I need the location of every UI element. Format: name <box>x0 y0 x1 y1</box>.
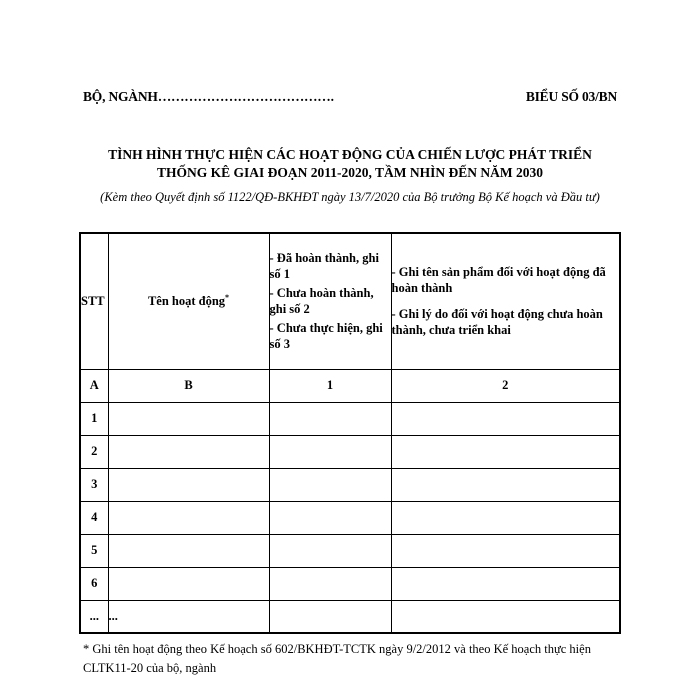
index-cell: 1 <box>269 369 391 402</box>
title-line-1: TÌNH HÌNH THỰC HIỆN CÁC HOẠT ĐỘNG CỦA CHIẾN LƯỢC PHÁT TRIỂN <box>108 147 592 162</box>
row-activity-cell[interactable] <box>108 501 269 534</box>
header-activity-name <box>108 233 269 369</box>
header-status <box>269 233 391 369</box>
row-notes-cell[interactable] <box>391 501 620 534</box>
row-activity-cell[interactable] <box>108 567 269 600</box>
header-notes <box>391 233 620 369</box>
row-notes-cell[interactable] <box>391 468 620 501</box>
row-status-cell[interactable] <box>269 402 391 435</box>
row-number: ... <box>80 600 108 633</box>
row-activity-cell[interactable]: ... <box>108 600 269 633</box>
table-row-ellipsis <box>80 600 620 633</box>
row-notes-cell[interactable] <box>391 567 620 600</box>
index-cell: A <box>80 369 108 402</box>
row-status-cell[interactable] <box>269 435 391 468</box>
row-notes-cell[interactable] <box>391 402 620 435</box>
row-number: 1 <box>80 402 108 435</box>
row-notes-cell[interactable] <box>391 435 620 468</box>
row-number: 5 <box>80 534 108 567</box>
index-cell: B <box>108 369 269 402</box>
title-line-2: THỐNG KÊ GIAI ĐOẠN 2011-2020, TẦM NHÌN ĐẾN NĂM 2030 <box>156 165 543 180</box>
status-item: - Chưa hoàn thành, ghi số 2 <box>269 286 374 317</box>
note-item: - Ghi lý do đối với hoạt động chưa hoàn thành, chưa triển khai <box>391 307 603 338</box>
report-table <box>79 232 621 634</box>
ministry-label: BỘ, NGÀNH…………………………………. <box>83 89 334 104</box>
table-row <box>80 402 620 435</box>
row-activity-cell[interactable] <box>108 435 269 468</box>
row-number: 3 <box>80 468 108 501</box>
status-item: - Chưa thực hiện, ghi số 3 <box>269 321 383 352</box>
row-activity-cell[interactable] <box>108 468 269 501</box>
row-activity-cell[interactable] <box>108 402 269 435</box>
table-row <box>80 501 620 534</box>
header-stt: STT <box>80 233 108 369</box>
table-row <box>80 534 620 567</box>
row-status-cell[interactable] <box>269 567 391 600</box>
row-notes-cell[interactable] <box>391 600 620 633</box>
form-number: BIỂU SỐ 03/BN <box>525 89 617 104</box>
row-activity-cell[interactable] <box>108 534 269 567</box>
row-status-cell[interactable] <box>269 501 391 534</box>
row-number: 4 <box>80 501 108 534</box>
table-index-row <box>80 369 620 402</box>
footnote: * Ghi tên hoạt động theo Kế hoạch số 602/BKHĐT-TCTK ngày 9/2/2012 và theo Kế hoạch thực hiện CLTK11-20 của bộ, ngành <box>83 642 591 675</box>
row-notes-cell[interactable] <box>391 534 620 567</box>
footnote-mark: * <box>225 293 230 303</box>
document-header <box>83 89 617 105</box>
note-item: - Ghi tên sản phẩm đối với hoạt động đã hoàn thành <box>391 265 606 296</box>
row-status-cell[interactable] <box>269 534 391 567</box>
row-number: 6 <box>80 567 108 600</box>
document-title <box>70 146 630 182</box>
table-row <box>80 435 620 468</box>
status-item: - Đã hoàn thành, ghi số 1 <box>269 251 379 282</box>
row-status-cell[interactable] <box>269 600 391 633</box>
index-cell: 2 <box>391 369 620 402</box>
document-subtitle: (Kèm theo Quyết định số 1122/QĐ-BKHĐT ngày 13/7/2020 của Bộ trưởng Bộ Kế hoạch và Đầu tư) <box>100 190 600 204</box>
header-activity-name-text: Tên hoạt động <box>147 294 226 309</box>
row-status-cell[interactable] <box>269 468 391 501</box>
table-header-row <box>80 233 620 369</box>
row-number: 2 <box>80 435 108 468</box>
table-row <box>80 567 620 600</box>
table-row <box>80 468 620 501</box>
